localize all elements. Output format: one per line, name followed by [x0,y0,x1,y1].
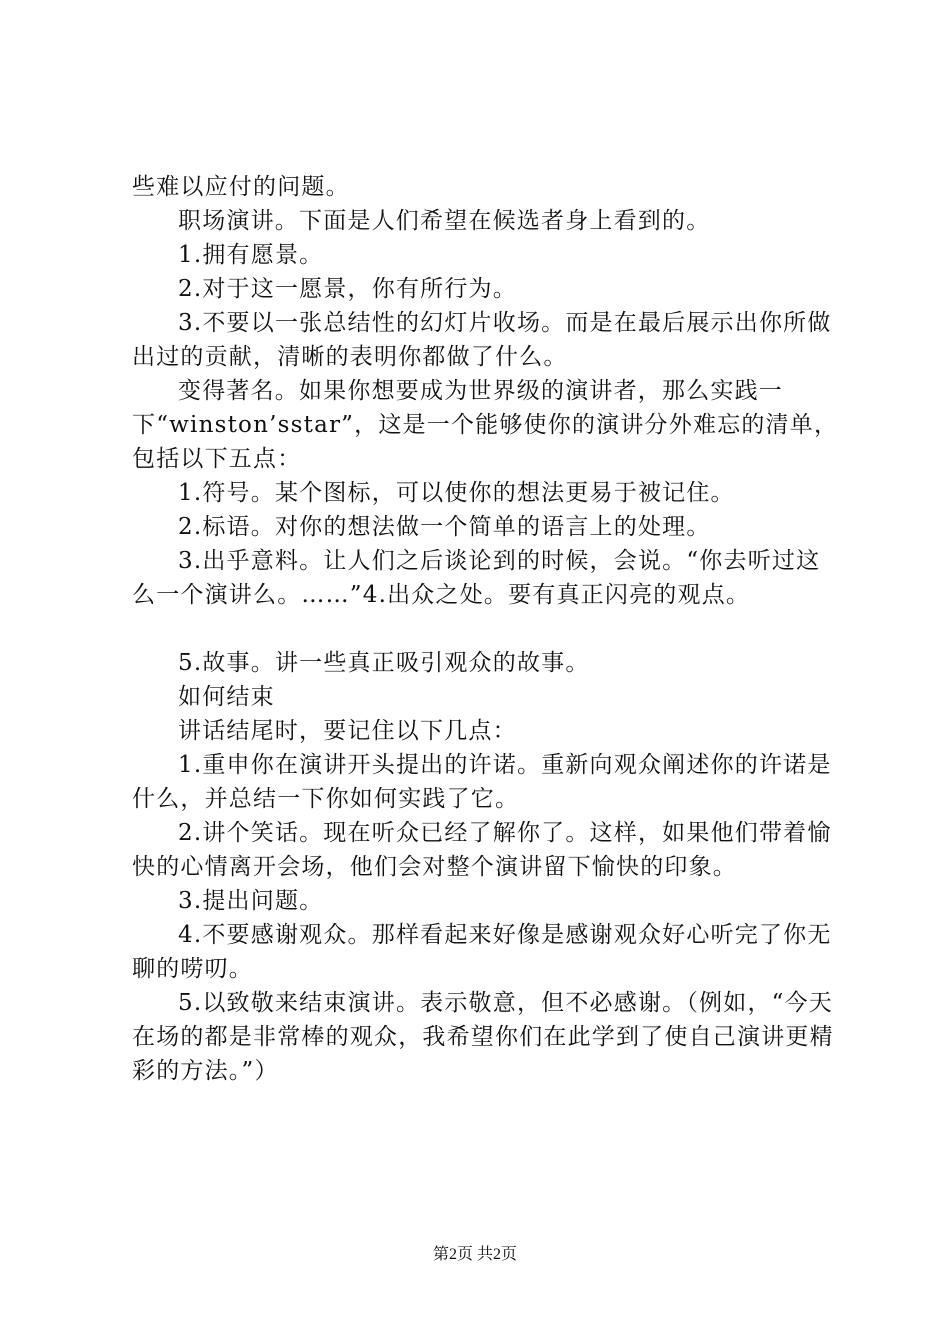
document-body [132,170,844,1088]
page-footer: 第2页 共2页 [432,1246,517,1263]
list-item-slogan: 2.标语。对你的想法做一个简单的语言上的处理。 [178,514,711,540]
paragraph-workplace-speech: 职场演讲。下面是人们希望在候选者身上看到的。 [178,208,711,234]
list-item-joke: 2.讲个笑话。现在听众已经了解你了。这样，如果他们带着愉快的心情离开会场，他们会对整个演讲留下愉快的印象。 [132,820,832,880]
list-item-no-thanks: 4.不要感谢观众。那样看起来好像是感谢观众好心听完了你无聊的唠叨。 [132,922,832,982]
list-item-story: 5.故事。讲一些真正吸引观众的故事。 [178,650,590,676]
list-item-vision: 1.拥有愿景。 [178,242,324,268]
paragraph-continuation: 些难以应付的问题。 [132,174,350,200]
list-item-symbol: 1.符号。某个图标，可以使你的想法更易于被记住。 [178,480,735,506]
paragraph-become-famous: 变得著名。如果你想要成为世界级的演讲者，那么实践一下“winston’sstar”，这是一个能够使你的演讲分外难忘的清单，包括以下五点： [132,378,839,472]
section-heading-ending: 如何结束 [178,684,275,710]
list-item-restate-promise: 1.重申你在演讲开头提出的许诺。重新向观众阐述你的许诺是什么，并总结一下你如何实践了它。 [132,752,832,812]
list-item-surprise: 3.出乎意料。让人们之后谈论到的时候，会说。“你去听过这么一个演讲么。……”4.出众之处。要有真正闪亮的观点。 [132,548,821,608]
list-item-questions: 3.提出问题。 [178,888,324,914]
list-item-tribute: 5.以致敬来结束演讲。表示敬意，但不必感谢。（例如，“今天在场的都是非常棒的观众，我希望你们在此学到了使自己演讲更精彩的方法。”） [132,990,834,1084]
paragraph-ending-intro: 讲话结尾时，要记住以下几点： [178,718,517,744]
list-item-no-summary-slide: 3.不要以一张总结性的幻灯片收场。而是在最后展示出你所做出过的贡献，清晰的表明你都做了什么。 [132,310,832,370]
list-item-action: 2.对于这一愿景，你有所行为。 [178,276,517,302]
